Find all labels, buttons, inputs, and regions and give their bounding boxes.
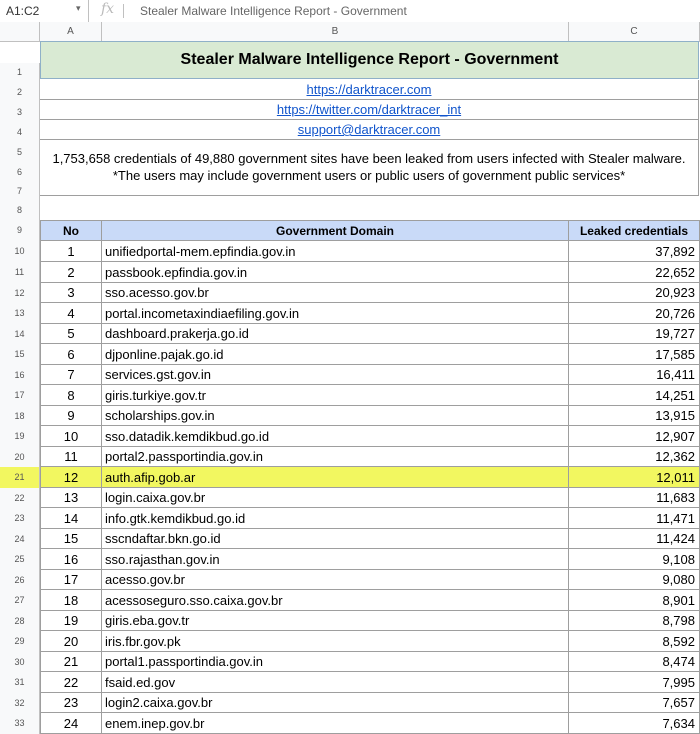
row-header-29[interactable]: 29	[0, 631, 40, 652]
row-header-5[interactable]: 5	[0, 142, 40, 162]
row-header-8[interactable]: 8	[0, 201, 40, 220]
row-header-4[interactable]: 4	[0, 122, 40, 142]
number-cell[interactable]: 14	[40, 508, 102, 529]
row-header-24[interactable]: 24	[0, 529, 40, 549]
row-header-13[interactable]: 13	[0, 303, 40, 324]
link-row-email	[40, 120, 699, 140]
row-header-26[interactable]: 26	[0, 570, 40, 590]
row-header-12[interactable]: 12	[0, 283, 40, 303]
row-header-21[interactable]: 21	[0, 467, 40, 488]
number-cell[interactable]: 5	[40, 324, 102, 344]
domain-cell[interactable]: sso.datadik.kemdikbud.go.id	[102, 426, 569, 447]
formula-bar-divider	[123, 4, 124, 18]
count-cell[interactable]: 11,424	[569, 529, 700, 549]
number-cell[interactable]: 20	[40, 631, 102, 652]
domain-cell[interactable]: scholarships.gov.in	[102, 406, 569, 426]
count-cell[interactable]: 17,585	[569, 344, 700, 365]
domain-cell[interactable]: iris.fbr.gov.pk	[102, 631, 569, 652]
domain-cell[interactable]: passbook.epfindia.gov.in	[102, 262, 569, 283]
email-link[interactable]: support@darktracer.com	[297, 122, 441, 137]
count-cell[interactable]: 9,108	[569, 549, 700, 570]
count-cell[interactable]: 13,915	[569, 406, 700, 426]
chevron-down-icon[interactable]: ▾	[76, 3, 81, 13]
number-cell[interactable]: 23	[40, 693, 102, 713]
row-header-28[interactable]: 28	[0, 611, 40, 631]
count-cell[interactable]: 12,907	[569, 426, 700, 447]
number-cell[interactable]: 24	[40, 713, 102, 734]
count-cell[interactable]: 8,901	[569, 590, 700, 611]
row-header-20[interactable]: 20	[0, 447, 40, 467]
domain-cell[interactable]: login.caixa.gov.br	[102, 488, 569, 508]
row-header-27[interactable]: 27	[0, 590, 40, 611]
number-cell[interactable]: 9	[40, 406, 102, 426]
count-cell[interactable]: 8,798	[569, 611, 700, 631]
number-cell[interactable]: 1	[40, 241, 102, 262]
row-header-2[interactable]: 2	[0, 82, 40, 102]
domain-cell[interactable]: portal1.passportindia.gov.in	[102, 652, 569, 672]
count-cell[interactable]: 7,995	[569, 672, 700, 693]
number-cell[interactable]: 22	[40, 672, 102, 693]
row-header-30[interactable]: 30	[0, 652, 40, 672]
column-header-c[interactable]: C	[569, 22, 700, 41]
summary-line-1: 1,753,658 credentials of 49,880 government sites have been leaked from users infected with Stealer malware.	[52, 151, 686, 166]
count-cell[interactable]: 12,011	[569, 467, 700, 488]
domain-cell[interactable]: giris.eba.gov.tr	[102, 611, 569, 631]
domain-cell[interactable]: fsaid.ed.gov	[102, 672, 569, 693]
domain-cell[interactable]: djponline.pajak.go.id	[102, 344, 569, 365]
domain-cell[interactable]: acessoseguro.sso.caixa.gov.br	[102, 590, 569, 611]
row-header-23[interactable]: 23	[0, 508, 40, 529]
link-row-twitter	[40, 100, 699, 120]
number-cell[interactable]: 13	[40, 488, 102, 508]
row-header-31[interactable]: 31	[0, 672, 40, 693]
report-title[interactable]: Stealer Malware Intelligence Report - Government	[40, 41, 699, 79]
formula-bar	[0, 0, 700, 23]
number-cell[interactable]: 16	[40, 549, 102, 570]
count-cell[interactable]: 7,657	[569, 693, 700, 713]
leaked-credentials-header[interactable]: Leaked credentials	[569, 220, 700, 241]
row-header-6[interactable]: 6	[0, 162, 40, 182]
number-cell[interactable]: 4	[40, 303, 102, 324]
select-all-corner[interactable]	[0, 22, 40, 41]
count-cell[interactable]: 20,923	[569, 283, 700, 303]
column-header-a[interactable]: A	[40, 22, 102, 41]
summary-line-2: *The users may include government users or public users of government public services*	[112, 168, 626, 183]
domain-cell[interactable]: acesso.gov.br	[102, 570, 569, 590]
count-cell[interactable]: 11,683	[569, 488, 700, 508]
number-cell[interactable]: 15	[40, 529, 102, 549]
row-header-18[interactable]: 18	[0, 406, 40, 426]
row-header-17[interactable]: 17	[0, 385, 40, 406]
row-header-25[interactable]: 25	[0, 549, 40, 570]
count-cell[interactable]: 37,892	[569, 241, 700, 262]
row-header-32[interactable]: 32	[0, 693, 40, 713]
name-box-value: A1:C2	[6, 4, 40, 18]
fx-icon: fx	[101, 1, 115, 17]
twitter-link[interactable]: https://twitter.com/darktracer_int	[276, 102, 462, 117]
domain-cell[interactable]: login2.caixa.gov.br	[102, 693, 569, 713]
row-header-22[interactable]: 22	[0, 488, 40, 508]
row-header-11[interactable]: 11	[0, 262, 40, 283]
number-cell[interactable]: 2	[40, 262, 102, 283]
formula-input[interactable]: Stealer Malware Intelligence Report - Government	[140, 4, 407, 18]
number-cell[interactable]: 3	[40, 283, 102, 303]
count-cell[interactable]: 19,727	[569, 324, 700, 344]
number-cell[interactable]: 19	[40, 611, 102, 631]
row-header-33[interactable]: 33	[0, 713, 40, 734]
row-header-3[interactable]: 3	[0, 102, 40, 122]
row-header-15[interactable]: 15	[0, 344, 40, 365]
domain-cell[interactable]: info.gtk.kemdikbud.go.id	[102, 508, 569, 529]
number-cell[interactable]: 12	[40, 467, 102, 488]
domain-cell[interactable]: enem.inep.gov.br	[102, 713, 569, 734]
domain-cell[interactable]: giris.turkiye.gov.tr	[102, 385, 569, 406]
count-cell[interactable]: 12,362	[569, 447, 700, 467]
row-header-10[interactable]: 10	[0, 241, 40, 262]
link-row-website	[40, 80, 699, 100]
row-header-1[interactable]: 1	[0, 63, 40, 82]
count-cell[interactable]: 22,652	[569, 262, 700, 283]
no-header[interactable]: No	[40, 220, 102, 241]
number-cell[interactable]: 11	[40, 447, 102, 467]
domain-cell[interactable]: sscndaftar.bkn.go.id	[102, 529, 569, 549]
number-cell[interactable]: 6	[40, 344, 102, 365]
number-cell[interactable]: 7	[40, 365, 102, 385]
row-header-7[interactable]: 7	[0, 182, 40, 201]
count-cell[interactable]: 11,471	[569, 508, 700, 529]
count-cell[interactable]: 8,592	[569, 631, 700, 652]
domain-cell[interactable]: dashboard.prakerja.go.id	[102, 324, 569, 344]
row-header-19[interactable]: 19	[0, 426, 40, 447]
count-cell[interactable]: 9,080	[569, 570, 700, 590]
number-cell[interactable]: 21	[40, 652, 102, 672]
row-header-9[interactable]: 9	[0, 220, 40, 241]
count-cell[interactable]: 16,411	[569, 365, 700, 385]
number-cell[interactable]: 17	[40, 570, 102, 590]
count-cell[interactable]: 14,251	[569, 385, 700, 406]
count-cell[interactable]: 8,474	[569, 652, 700, 672]
domain-cell[interactable]: portal.incometaxindiaefiling.gov.in	[102, 303, 569, 324]
summary-note[interactable]	[40, 140, 699, 196]
count-cell[interactable]: 7,634	[569, 713, 700, 734]
domain-cell[interactable]: sso.rajasthan.gov.in	[102, 549, 569, 570]
row-header-16[interactable]: 16	[0, 365, 40, 385]
name-box[interactable]	[0, 0, 89, 22]
website-link[interactable]: https://darktracer.com	[306, 82, 432, 97]
domain-cell[interactable]: portal2.passportindia.gov.in	[102, 447, 569, 467]
domain-cell[interactable]: services.gst.gov.in	[102, 365, 569, 385]
column-header-bar	[0, 22, 700, 42]
domain-cell[interactable]: auth.afip.gob.ar	[102, 467, 569, 488]
column-header-b[interactable]: B	[102, 22, 569, 41]
number-cell[interactable]: 8	[40, 385, 102, 406]
domain-cell[interactable]: sso.acesso.gov.br	[102, 283, 569, 303]
number-cell[interactable]: 18	[40, 590, 102, 611]
row-header-14[interactable]: 14	[0, 324, 40, 344]
number-cell[interactable]: 10	[40, 426, 102, 447]
domain-header[interactable]: Government Domain	[102, 220, 569, 241]
count-cell[interactable]: 20,726	[569, 303, 700, 324]
domain-cell[interactable]: unifiedportal-mem.epfindia.gov.in	[102, 241, 569, 262]
